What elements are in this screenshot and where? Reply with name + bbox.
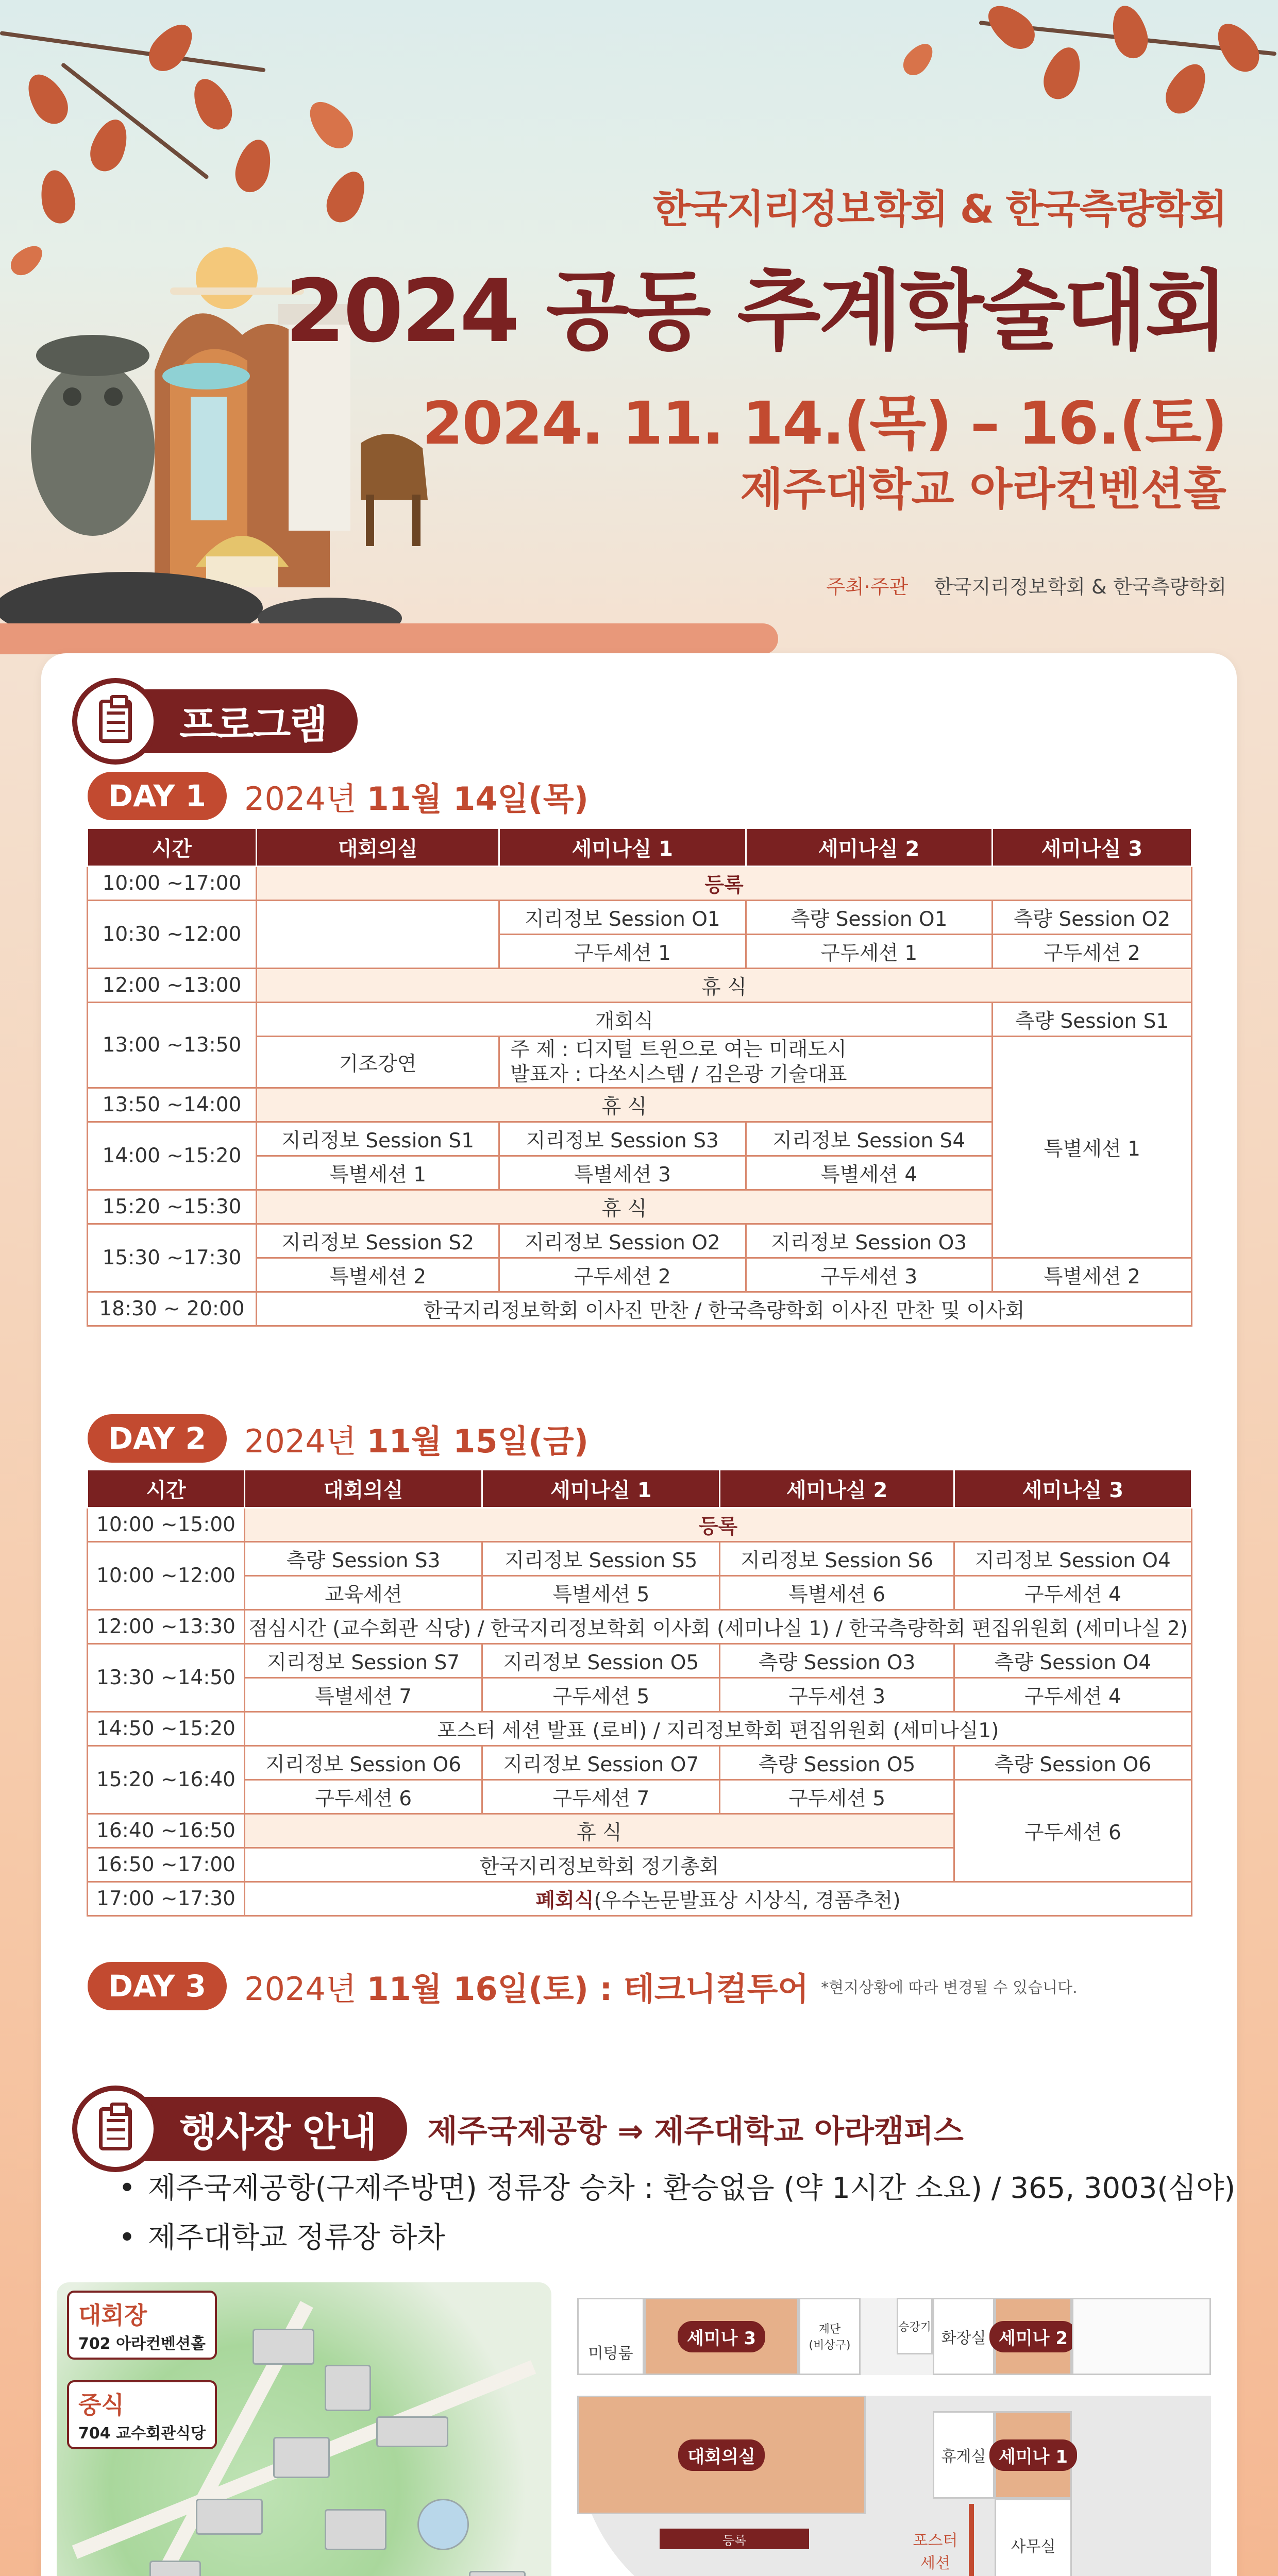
- map-label-venue-sub: 702 아라컨벤션홀: [78, 2335, 206, 2353]
- time-cell: 10:00 ~15:00: [88, 1508, 245, 1542]
- table-row: [88, 1003, 1192, 1037]
- day2-date: 2024년 11월 15일(금): [244, 1422, 588, 1460]
- floor-plan: [577, 2298, 1211, 2576]
- map-label-lunch: [67, 2380, 217, 2449]
- session-cell: 교육세션: [245, 1576, 482, 1610]
- directions-title: 행사장 안내: [138, 2097, 407, 2161]
- room-elevator: 승강기: [897, 2298, 933, 2354]
- header-ground-strip: [0, 623, 778, 654]
- time-cell: 15:30 ~17:30: [88, 1224, 257, 1292]
- day1-badge: DAY 1: [88, 772, 227, 820]
- session-cell: 구두세션 4: [954, 1678, 1191, 1712]
- session-cell: 지리정보 Session S4: [746, 1122, 992, 1156]
- time-cell: 10:00 ~17:00: [88, 867, 257, 901]
- event-host: [826, 571, 1226, 599]
- list-item: • 제주대학교 정류장 하차: [119, 2213, 1235, 2263]
- session-cell: 지리정보 Session S2: [257, 1224, 499, 1258]
- table-row: [88, 1292, 1192, 1326]
- session-cell: 지리정보 Session O7: [482, 1746, 720, 1780]
- break-cell: 휴 식: [245, 1814, 954, 1848]
- session-cell: 구두세션 1: [746, 935, 992, 969]
- col-time: 시간: [88, 828, 257, 867]
- day3-header: [88, 1962, 1078, 2010]
- session-cell: 구두세션 5: [720, 1780, 954, 1814]
- keynote-cell: 기조강연: [257, 1037, 499, 1088]
- col-main-hall: 대회의실: [257, 828, 499, 867]
- session-cell: 측량 Session S3: [245, 1542, 482, 1576]
- closing-detail: (우수논문발표상 시상식, 경품추천): [594, 1889, 901, 1912]
- opening-cell: 개회식: [257, 1003, 993, 1037]
- col-time: 시간: [88, 1470, 245, 1508]
- session-cell: 지리정보 Session O6: [245, 1746, 482, 1780]
- time-cell: 12:00 ~13:00: [88, 969, 257, 1003]
- room-stairs: 계단 (비상구): [799, 2298, 861, 2375]
- break-cell: 휴 식: [257, 1088, 993, 1122]
- session-cell: 지리정보 Session S5: [482, 1542, 720, 1576]
- col-seminar-1: 세미나실 1: [482, 1470, 720, 1508]
- assembly-cell: 한국지리정보학회 정기총회: [245, 1848, 954, 1882]
- session-cell: 측량 Session O3: [720, 1644, 954, 1678]
- time-cell: 17:00 ~17:30: [88, 1882, 245, 1916]
- table-row: [88, 1780, 1192, 1814]
- session-cell: 특별세션 5: [482, 1576, 720, 1610]
- col-main-hall: 대회의실: [245, 1470, 482, 1508]
- session-cell: 구두세션 6: [245, 1780, 482, 1814]
- day3-badge: DAY 3: [88, 1962, 227, 2010]
- program-title: 프로그램: [138, 689, 358, 753]
- session-cell: 특별세션 1: [257, 1156, 499, 1190]
- session-cell: 측량 Session O4: [954, 1644, 1191, 1678]
- session-cell: 구두세션 4: [954, 1576, 1191, 1610]
- room-office: 사무실: [995, 2499, 1072, 2576]
- poster-cell: 포스터 세션 발표 (로비) / 지리정보학회 편집위원회 (세미나실1): [245, 1712, 1192, 1746]
- time-cell: 10:30 ~12:00: [88, 901, 257, 969]
- session-cell: 지리정보 Session S7: [245, 1644, 482, 1678]
- session-cell: 측량 Session O1: [746, 901, 992, 935]
- clipboard-icon: [72, 2086, 159, 2172]
- room-main-hall: [577, 2396, 866, 2514]
- time-cell: 10:00 ~12:00: [88, 1542, 245, 1610]
- session-cell: 측량 Session O6: [954, 1746, 1191, 1780]
- col-seminar-3: 세미나실 3: [992, 828, 1191, 867]
- day1-header: [88, 772, 588, 820]
- day2-badge: DAY 2: [88, 1414, 227, 1463]
- time-cell: 15:20 ~16:40: [88, 1746, 245, 1814]
- room-seminar-3: [644, 2298, 799, 2375]
- day1-schedule-table: [87, 827, 1192, 1327]
- session-cell: 구두세션 6: [954, 1780, 1191, 1882]
- dinner-cell: 한국지리정보학회 이사진 만찬 / 한국측량학회 이사진 만찬 및 이사회: [257, 1292, 1192, 1326]
- empty-cell: [257, 901, 499, 969]
- session-cell: 구두세션 7: [482, 1780, 720, 1814]
- session-cell: 특별세션 2: [257, 1258, 499, 1292]
- time-cell: 16:40 ~16:50: [88, 1814, 245, 1848]
- table-row: [88, 1678, 1192, 1712]
- directions-list: [119, 2164, 1235, 2263]
- day3-date: 2024년 11월 16일(토) : 테크니컬투어: [244, 1970, 809, 2008]
- table-row: [88, 969, 1192, 1003]
- time-cell: 15:20 ~15:30: [88, 1190, 257, 1224]
- table-row: [88, 867, 1192, 901]
- list-item: • 제주국제공항(구제주방면) 정류장 승차 : 환승없음 (약 1시간 소요) / 365, 3003(심야): [119, 2164, 1235, 2213]
- col-seminar-3: 세미나실 3: [954, 1470, 1191, 1508]
- break-cell: 휴 식: [257, 969, 1192, 1003]
- table-row: [88, 1712, 1192, 1746]
- session-cell: 구두세션 5: [482, 1678, 720, 1712]
- campus-map: [57, 2282, 551, 2576]
- session-cell: 특별세션 2: [992, 1258, 1191, 1292]
- session-cell: 특별세션 7: [245, 1678, 482, 1712]
- room-lounge: 휴게실: [933, 2411, 995, 2499]
- table-row: [88, 1882, 1192, 1916]
- event-venue: 제주대학교 아라컨벤션홀: [740, 464, 1226, 515]
- col-seminar-2: 세미나실 2: [720, 1470, 954, 1508]
- registration-desk: 등록: [660, 2529, 809, 2549]
- session-cell: 구두세션 2: [499, 1258, 746, 1292]
- session-cell: 지리정보 Session S6: [720, 1542, 954, 1576]
- table-row: [88, 1746, 1192, 1780]
- session-cell: 지리정보 Session O3: [746, 1224, 992, 1258]
- session-cell: 구두세션 2: [992, 935, 1191, 969]
- time-cell: 14:00 ~15:20: [88, 1122, 257, 1190]
- poster-area: 포스터 세션: [913, 2532, 958, 2572]
- session-cell: 특별세션 4: [746, 1156, 992, 1190]
- time-cell: 12:00 ~13:30: [88, 1610, 245, 1644]
- time-cell: 16:50 ~17:00: [88, 1848, 245, 1882]
- room-seminar-1: [995, 2411, 1072, 2499]
- special-session-cell: 특별세션 1: [992, 1037, 1191, 1258]
- day1-date: 2024년 11월 14일(목): [244, 779, 588, 818]
- day2-header: [88, 1414, 588, 1463]
- break-cell: 휴 식: [257, 1190, 993, 1224]
- room-main-hall-label: 대회의실: [678, 2439, 764, 2471]
- closing-cell: [245, 1882, 1192, 1916]
- table-row: [88, 1542, 1192, 1576]
- table-header-row: [88, 828, 1192, 867]
- keynote-topic: 주 제 : 디지털 트윈으로 여는 미래도시: [510, 1038, 847, 1061]
- session-cell: 구두세션 3: [746, 1258, 992, 1292]
- session-cell: 측량 Session O2: [992, 901, 1191, 935]
- session-cell: 지리정보 Session S1: [257, 1122, 499, 1156]
- session-cell: 특별세션 3: [499, 1156, 746, 1190]
- registration-cell: 등록: [245, 1508, 1192, 1542]
- event-date: 2024. 11. 14.(목) – 16.(토): [422, 389, 1226, 457]
- room-restroom: 화장실: [933, 2298, 995, 2375]
- registration-cell: 등록: [257, 867, 1192, 901]
- lunch-cell: 점심시간 (교수회관 식당) / 한국지리정보학회 이사회 (세미나실 1) / 한국측량학회 편집위원회 (세미나실 2): [245, 1610, 1192, 1644]
- closing-title: 폐회식: [535, 1889, 594, 1912]
- session-cell: 측량 Session O5: [720, 1746, 954, 1780]
- time-cell: 13:00 ~13:50: [88, 1003, 257, 1088]
- room-seminar-2-label: 세미나 2: [989, 2321, 1077, 2352]
- room-blank: [1072, 2298, 1211, 2375]
- table-row: [88, 1644, 1192, 1678]
- session-cell: 구두세션 1: [499, 935, 746, 969]
- host-label: 주최·주관: [826, 575, 909, 598]
- day3-note: *현지상황에 따라 변경될 수 있습니다.: [821, 1979, 1078, 1997]
- table-row: [88, 901, 1192, 935]
- time-cell: 18:30 ~ 20:00: [88, 1292, 257, 1326]
- time-cell: 14:50 ~15:20: [88, 1712, 245, 1746]
- session-cell: 지리정보 Session S3: [499, 1122, 746, 1156]
- room-seminar-3-label: 세미나 3: [678, 2321, 765, 2352]
- table-row: [88, 1508, 1192, 1542]
- col-seminar-2: 세미나실 2: [746, 828, 992, 867]
- session-cell: 구두세션 3: [720, 1678, 954, 1712]
- session-cell: 지리정보 Session O4: [954, 1542, 1191, 1576]
- program-section-header: [72, 678, 358, 765]
- clipboard-icon: [72, 678, 159, 765]
- directions-route: 제주국제공항 ⇒ 제주대학교 아라캠퍼스: [427, 2113, 964, 2149]
- time-cell: 13:30 ~14:50: [88, 1644, 245, 1712]
- session-cell: 지리정보 Session O2: [499, 1224, 746, 1258]
- host-value: 한국지리정보학회 & 한국측량학회: [934, 575, 1226, 598]
- directions-section-header: [72, 2086, 964, 2172]
- session-cell: 특별세션 6: [720, 1576, 954, 1610]
- event-subtitle: 한국지리정보학회 & 한국측량학회: [652, 186, 1226, 232]
- keynote-speaker: 발표자 : 다쏘시스템 / 김은광 기술대표: [510, 1062, 847, 1086]
- session-cell: 지리정보 Session O1: [499, 901, 746, 935]
- map-label-lunch-title: 중식: [78, 2391, 124, 2419]
- time-cell: 13:50 ~14:00: [88, 1088, 257, 1122]
- map-label-lunch-sub: 704 교수회관식당: [78, 2425, 206, 2443]
- room-meeting: 미팅룸: [577, 2298, 644, 2375]
- event-title: 2024 공동 추계학술대회: [285, 261, 1226, 362]
- day2-schedule-table: [87, 1469, 1192, 1917]
- map-label-venue-title: 대회장: [78, 2301, 147, 2329]
- keynote-detail-cell: [499, 1037, 993, 1088]
- room-seminar-1-label: 세미나 1: [989, 2439, 1077, 2471]
- table-header-row: [88, 1470, 1192, 1508]
- session-cell: 지리정보 Session O5: [482, 1644, 720, 1678]
- table-row: [88, 1610, 1192, 1644]
- col-seminar-1: 세미나실 1: [499, 828, 746, 867]
- table-row: [88, 1576, 1192, 1610]
- map-label-venue: [67, 2291, 217, 2360]
- session-cell: 측량 Session S1: [992, 1003, 1191, 1037]
- room-seminar-2: [995, 2298, 1072, 2375]
